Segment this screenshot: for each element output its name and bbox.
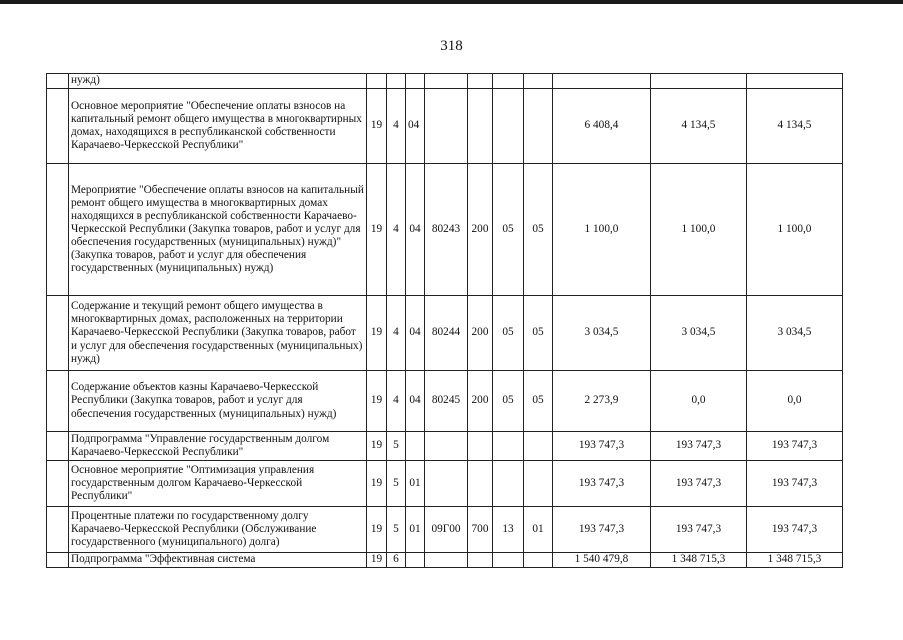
code-cell: 80245 xyxy=(425,371,468,432)
amount-cell: 193 747,3 xyxy=(651,507,747,553)
row-description: Подпрограмма "Эффективная система xyxy=(69,553,367,568)
code-cell xyxy=(524,461,553,507)
amount-cell: 193 747,3 xyxy=(651,432,747,461)
amount-cell: 0,0 xyxy=(651,371,747,432)
code-cell: 4 xyxy=(387,164,406,296)
code-cell xyxy=(493,461,524,507)
top-border-rule xyxy=(0,0,903,4)
code-cell: 19 xyxy=(367,296,387,371)
amount-cell: 4 134,5 xyxy=(651,89,747,164)
amount-cell: 193 747,3 xyxy=(553,461,651,507)
row-description: Основное мероприятие "Обеспечение оплаты взносов на капитальный ремонт общего имущества в многоквартирных домах, находящихся в республиканской собственности Карачаево-Черкесской Республики" xyxy=(69,89,367,164)
amount-cell: 1 100,0 xyxy=(651,164,747,296)
amount-cell: 193 747,3 xyxy=(651,461,747,507)
amount-cell: 4 134,5 xyxy=(747,89,843,164)
amount-cell: 3 034,5 xyxy=(747,296,843,371)
code-cell: 04 xyxy=(406,296,425,371)
amount-cell: 193 747,3 xyxy=(747,507,843,553)
code-cell: 19 xyxy=(367,461,387,507)
code-cell: 09Г00 xyxy=(425,507,468,553)
code-cell: 19 xyxy=(367,164,387,296)
code-cell: 04 xyxy=(406,371,425,432)
code-cell: 4 xyxy=(387,296,406,371)
code-cell xyxy=(493,432,524,461)
table-row xyxy=(47,432,843,461)
amount-cell: 0,0 xyxy=(747,371,843,432)
table-row xyxy=(47,89,843,164)
budget-table xyxy=(46,73,843,568)
code-cell: 04 xyxy=(406,89,425,164)
row-index-cell xyxy=(47,296,69,371)
row-index-cell xyxy=(47,371,69,432)
code-cell xyxy=(468,461,493,507)
code-cell xyxy=(367,74,387,89)
amount-cell: 3 034,5 xyxy=(651,296,747,371)
code-cell: 05 xyxy=(524,296,553,371)
code-cell: 200 xyxy=(468,371,493,432)
code-cell: 05 xyxy=(493,371,524,432)
code-cell: 200 xyxy=(468,164,493,296)
code-cell xyxy=(425,89,468,164)
table-row xyxy=(47,371,843,432)
table-row xyxy=(47,461,843,507)
table-row xyxy=(47,74,843,89)
table-row xyxy=(47,296,843,371)
amount-cell: 1 540 479,8 xyxy=(553,553,651,568)
row-description: Мероприятие "Обеспечение оплаты взносов на капитальный ремонт общего имущества в многоквартирных домах находящихся в республиканской собственности Карачаево-Черкесской Республики (Закупка товаров, работ и услуг для обеспечения государственных (муниципальных) нужд)" (Закупка товаров, работ и услуг для обеспечения государственных (муниципальных) нужд) xyxy=(69,164,367,296)
code-cell: 200 xyxy=(468,296,493,371)
amount-cell: 1 100,0 xyxy=(553,164,651,296)
code-cell: 13 xyxy=(493,507,524,553)
code-cell: 19 xyxy=(367,371,387,432)
amount-cell: 1 348 715,3 xyxy=(651,553,747,568)
row-description: Процентные платежи по государственному долгу Карачаево-Черкесской Республики (Обслуживание государственного (муниципального) долга) xyxy=(69,507,367,553)
code-cell: 01 xyxy=(406,507,425,553)
code-cell: 5 xyxy=(387,432,406,461)
row-index-cell xyxy=(47,553,69,568)
code-cell: 05 xyxy=(524,164,553,296)
code-cell: 4 xyxy=(387,89,406,164)
amount-cell: 1 348 715,3 xyxy=(747,553,843,568)
code-cell: 05 xyxy=(493,296,524,371)
code-cell xyxy=(524,432,553,461)
code-cell: 19 xyxy=(367,89,387,164)
amount-cell: 193 747,3 xyxy=(747,461,843,507)
code-cell xyxy=(406,432,425,461)
code-cell xyxy=(493,89,524,164)
row-description: Основное мероприятие "Оптимизация управления государственным долгом Карачаево-Черкесской Республики" xyxy=(69,461,367,507)
code-cell: 19 xyxy=(367,553,387,568)
code-cell xyxy=(493,553,524,568)
code-cell xyxy=(468,553,493,568)
code-cell: 6 xyxy=(387,553,406,568)
code-cell: 04 xyxy=(406,164,425,296)
code-cell xyxy=(524,74,553,89)
code-cell: 80243 xyxy=(425,164,468,296)
row-description: нужд) xyxy=(69,74,367,89)
code-cell xyxy=(493,74,524,89)
row-index-cell xyxy=(47,74,69,89)
row-description: Содержание и текущий ремонт общего имущества в многоквартирных домах, расположенных на территории Карачаево-Черкесской Республики (Закупка товаров, работ и услуг для обеспечения государственных (муниципальных) нужд) xyxy=(69,296,367,371)
code-cell: 19 xyxy=(367,507,387,553)
row-index-cell xyxy=(47,164,69,296)
amount-cell: 193 747,3 xyxy=(553,507,651,553)
code-cell: 19 xyxy=(367,432,387,461)
table-row xyxy=(47,507,843,553)
code-cell: 01 xyxy=(524,507,553,553)
amount-cell: 3 034,5 xyxy=(553,296,651,371)
code-cell xyxy=(425,432,468,461)
amount-cell xyxy=(651,74,747,89)
code-cell: 01 xyxy=(406,461,425,507)
code-cell: 5 xyxy=(387,507,406,553)
amount-cell: 1 100,0 xyxy=(747,164,843,296)
code-cell xyxy=(468,432,493,461)
code-cell xyxy=(406,553,425,568)
table-row xyxy=(47,164,843,296)
code-cell: 05 xyxy=(524,371,553,432)
row-index-cell xyxy=(47,461,69,507)
page-number: 318 xyxy=(440,38,463,54)
code-cell: 5 xyxy=(387,461,406,507)
code-cell xyxy=(468,74,493,89)
code-cell: 4 xyxy=(387,371,406,432)
code-cell xyxy=(406,74,425,89)
code-cell: 700 xyxy=(468,507,493,553)
amount-cell: 2 273,9 xyxy=(553,371,651,432)
code-cell: 80244 xyxy=(425,296,468,371)
code-cell xyxy=(524,89,553,164)
code-cell xyxy=(425,553,468,568)
row-index-cell xyxy=(47,432,69,461)
code-cell xyxy=(524,553,553,568)
table-row xyxy=(47,553,843,568)
amount-cell: 193 747,3 xyxy=(747,432,843,461)
row-index-cell xyxy=(47,89,69,164)
code-cell xyxy=(425,74,468,89)
amount-cell xyxy=(747,74,843,89)
amount-cell xyxy=(553,74,651,89)
row-description: Содержание объектов казны Карачаево-Черкесской Республики (Закупка товаров, работ и услуг для обеспечения государственных (муниципальных) нужд) xyxy=(69,371,367,432)
row-index-cell xyxy=(47,507,69,553)
code-cell xyxy=(425,461,468,507)
code-cell xyxy=(387,74,406,89)
amount-cell: 6 408,4 xyxy=(553,89,651,164)
code-cell xyxy=(468,89,493,164)
code-cell: 05 xyxy=(493,164,524,296)
row-description: Подпрограмма "Управление государственным долгом Карачаево-Черкесской Республики" xyxy=(69,432,367,461)
amount-cell: 193 747,3 xyxy=(553,432,651,461)
